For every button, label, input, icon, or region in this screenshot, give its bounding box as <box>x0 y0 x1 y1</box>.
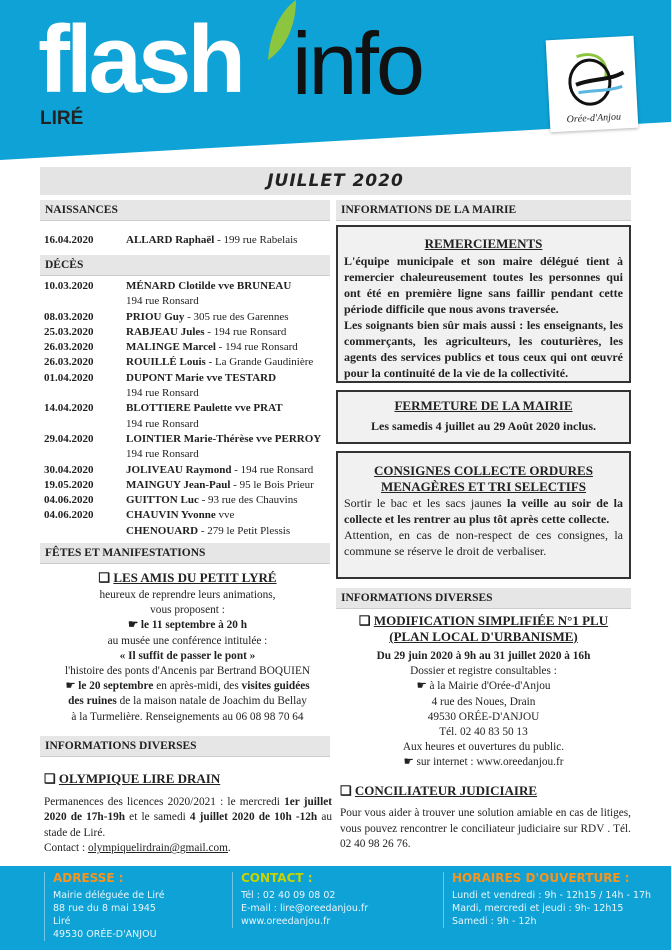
naissances-list <box>44 233 334 248</box>
text-line: Tél. 02 40 83 50 13 <box>439 725 528 738</box>
name: BLOTTIERE Paulette vve PRAT <box>126 402 283 415</box>
issue-month: JUILLET 2020 <box>40 167 631 195</box>
list-item <box>44 325 336 340</box>
name: ALLARD Raphaël <box>126 234 215 246</box>
list-item <box>44 294 336 309</box>
text-line: à la Turmelière. Renseignements au 06 08 98 70 64 <box>71 710 304 723</box>
infos-diverses-header-right: INFORMATIONS DIVERSES <box>336 588 631 609</box>
plu-dates: Du 29 juin 2020 à 9h au 31 juillet 2020 à 16h <box>376 650 591 662</box>
event-date: le 11 septembre à 20 h <box>140 619 248 632</box>
date: 26.03.2020 <box>44 356 94 369</box>
date: 08.03.2020 <box>44 310 94 323</box>
list-item <box>44 371 336 386</box>
list-item <box>44 447 336 462</box>
list-item <box>44 355 336 370</box>
footer <box>0 866 671 950</box>
date: 10.03.2020 <box>44 280 94 292</box>
address: - 194 rue Ronsard <box>231 463 314 476</box>
list-item <box>44 478 336 493</box>
text: 4 juillet 2020 de 10h -12h <box>189 811 318 824</box>
infos-diverses-header-left: INFORMATIONS DIVERSES <box>40 736 330 757</box>
text-line: heureux de reprendre leurs animations, <box>99 589 276 601</box>
name: ROUILLÉ Louis <box>126 356 206 369</box>
conciliateur-text: Pour vous aider à trouver une solution amiable en cas de litiges, vous pouvez rencontrer le conciliateur judiciaire sur RDV . Tél. 02 40 98 26 76. <box>340 807 631 851</box>
address: vve <box>215 509 235 522</box>
date: 14.04.2020 <box>44 402 94 415</box>
address: 194 rue Ronsard <box>126 387 199 400</box>
checkbox-icon: ❑ <box>98 570 114 585</box>
olympique-title: OLYMPIQUE LIRE DRAIN <box>58 771 221 786</box>
website-link[interactable]: sur internet : www.oreedanjou.fr <box>416 756 564 769</box>
list-item <box>44 279 336 294</box>
plu-section <box>336 613 631 771</box>
conference-title: « Il suffit de passer le pont » <box>119 649 256 662</box>
consignes-title: MENAGÈRES ET TRI SELECTIFS <box>380 479 587 494</box>
address: - 199 rue Rabelais <box>214 234 298 246</box>
logo-text: Orée-d'Anjou <box>566 111 622 126</box>
checkbox-icon: ❑ <box>358 613 374 628</box>
text-line: vous proposent : <box>150 604 225 617</box>
text-line: Lundi et vendredi : 9h - 12h15 / 14h - 17h <box>452 890 652 901</box>
checkbox-icon: ❑ <box>44 771 59 786</box>
remerciements-title: REMERCIEMENTS <box>424 236 543 251</box>
name: CHAUVIN Yvonne <box>126 509 216 522</box>
email-link[interactable]: E-mail : lire@oreedanjou.fr <box>241 903 369 914</box>
text-line: 4 rue des Noues, Drain <box>431 695 536 708</box>
name: MÉNARD Clotilde vve BRUNEAU <box>126 280 292 292</box>
date <box>44 417 126 432</box>
text-line: Liré <box>53 916 71 927</box>
conciliateur-section <box>340 783 631 853</box>
logo-emblem-icon <box>546 36 638 111</box>
name: MAINGUY Jean-Paul <box>126 478 231 491</box>
date: 04.06.2020 <box>44 509 94 522</box>
phone: Tél : 02 40 09 08 02 <box>241 890 336 901</box>
text-line: Samedi : 9h - 12h <box>452 916 537 927</box>
text: de la maison natale de Joachim du Bellay <box>116 695 307 708</box>
text-line: au musée une conférence intitulée : <box>107 634 268 647</box>
adresse-title: ADRESSE : <box>53 871 124 885</box>
fetes-header: FÊTES ET MANIFESTATIONS <box>40 543 330 564</box>
address: - La Grande Gaudinière <box>205 356 314 369</box>
date: 30.04.2020 <box>44 463 94 476</box>
name: GUITTON Luc <box>126 494 199 507</box>
text-line: Aux heures et ouvertures du public. <box>402 741 565 754</box>
name: RABJEAU Jules <box>126 325 205 338</box>
amis-section <box>40 568 335 725</box>
text-line: Mardi, mercredi et jeudi : 9h- 12h15 <box>452 903 624 914</box>
date: 16.04.2020 <box>44 234 94 246</box>
consignes-title: CONSIGNES COLLECTE ORDURES <box>374 463 593 478</box>
text: Sortir le bac et les sacs jaunes <box>344 496 507 510</box>
date <box>44 524 126 539</box>
footer-contact <box>232 872 368 928</box>
address: - 305 rue des Garennes <box>184 310 289 323</box>
date: 01.04.2020 <box>44 371 94 384</box>
name: JOLIVEAU Raymond <box>126 463 232 476</box>
info-title: info <box>292 14 422 113</box>
pointing-hand-icon: ☛ <box>65 680 79 693</box>
list-item <box>44 340 336 355</box>
address: 194 rue Ronsard <box>126 417 199 430</box>
list-item <box>44 524 336 539</box>
list-item <box>44 508 336 523</box>
address: - 194 rue Ronsard <box>215 341 298 354</box>
list-item <box>44 463 336 478</box>
date: 04.06.2020 <box>44 494 94 507</box>
text-line: l'histoire des ponts d'Ancenis par Bertrand BOQUIEN <box>64 664 311 677</box>
list-item <box>44 493 336 508</box>
email-link[interactable]: olympiquelirdrain@gmail.com <box>87 842 228 855</box>
list-item <box>44 310 336 325</box>
conciliateur-title: CONCILIATEUR JUDICIAIRE <box>354 783 538 798</box>
naissances-header: NAISSANCES <box>40 200 330 221</box>
date: 26.03.2020 <box>44 341 94 354</box>
text: au stade de Liré. <box>44 811 332 839</box>
plu-title: MODIFICATION SIMPLIFIÉE N°1 PLU <box>373 613 609 628</box>
address: - 93 rue des Chauvins <box>198 494 298 507</box>
date: 19.05.2020 <box>44 478 94 491</box>
date: 29.04.2020 <box>44 432 94 445</box>
name: MALINGE Marcel <box>126 341 216 354</box>
footer-horaires <box>443 872 651 928</box>
website-link[interactable]: www.oreedanjou.fr <box>241 916 331 927</box>
list-item <box>44 432 336 447</box>
address: 194 rue Ronsard <box>126 295 199 308</box>
remerciements-text: L'équipe municipale et son maire délégué tient à remercier chaleureusement toutes les personnes qui ont été en première ligne sans faillir pendant cette période difficile que nous avons traversée. <box>344 254 623 316</box>
contact-title: CONTACT : <box>241 871 313 885</box>
oree-anjou-logo <box>546 36 639 132</box>
name: PRIOU Guy <box>126 310 185 323</box>
footer-adresse <box>44 872 165 941</box>
fermeture-box <box>336 390 631 444</box>
text: en après-midi, des <box>153 680 242 693</box>
text-line: à la Mairie d'Orée-d'Anjou <box>429 680 551 693</box>
text: visites guidées <box>241 680 310 693</box>
text: la veille au soir de la collecte et les rentrer au plus tôt après cette collecte. <box>344 496 623 526</box>
text: 1er juillet 2020 de 17h-19h <box>44 796 332 824</box>
town-name: LIRÉ <box>40 108 84 129</box>
mairie-header: INFORMATIONS DE LA MAIRIE <box>336 200 631 221</box>
fermeture-text: Les samedis 4 juillet au 29 Août 2020 inclus. <box>370 419 597 433</box>
olympique-section: ❑ OLYMPIQUE LIRE DRAIN Permanences des licences 2020/2021 : le mercredi 1er juillet 2020 de 17h-19h et le samedi 4 juillet 2020 de 10h -12h au stade de Liré. Contact : olympiquelirdrain@gmail.com. <box>44 771 332 855</box>
list-item <box>44 386 336 401</box>
event-date: le 20 septembre <box>78 680 154 693</box>
text-line: 49530 ORÉE-D'ANJOU <box>427 710 540 723</box>
horaires-title: HORAIRES D'OUVERTURE : <box>452 871 630 885</box>
date <box>44 386 126 401</box>
address: 194 rue Ronsard <box>126 448 199 461</box>
deces-list <box>44 279 336 539</box>
deces-header: DÉCÈS <box>40 255 330 276</box>
address: - 194 rue Ronsard <box>204 325 287 338</box>
text: Permanences des licences 2020/2021 : le mercredi <box>44 796 285 808</box>
checkbox-icon: ❑ <box>340 783 355 798</box>
text: et le samedi <box>125 811 190 824</box>
pointing-hand-icon: ☛ <box>403 756 417 769</box>
text: Attention, en cas de non-respect de ces consignes, la commune se réserve le droit de verbaliser. <box>344 528 623 558</box>
date <box>44 294 126 309</box>
consignes-box <box>336 451 631 579</box>
remerciements-box <box>336 225 631 383</box>
plu-subtitle: (PLAN LOCAL D'URBANISME) <box>389 629 578 644</box>
text: des ruines <box>68 695 117 708</box>
flash-title: flash <box>38 6 243 113</box>
contact-label: Contact : <box>44 842 88 855</box>
list-item <box>44 401 336 416</box>
pointing-hand-icon: ☛ <box>127 619 141 632</box>
fermeture-title: FERMETURE DE LA MAIRIE <box>394 398 573 413</box>
date <box>44 447 126 462</box>
name: CHENOUARD <box>126 524 199 537</box>
text-line: 88 rue du 8 mai 1945 <box>53 903 156 914</box>
text-line: Dossier et registre consultables : <box>410 665 557 678</box>
pointing-hand-icon: ☛ <box>416 680 430 693</box>
text-line: Mairie déléguée de Liré <box>53 890 165 901</box>
list-item <box>44 417 336 432</box>
list-item <box>44 233 334 248</box>
address: - 279 le Petit Plessis <box>198 524 291 537</box>
masthead <box>0 0 671 160</box>
remerciements-text: Les soignants bien sûr mais aussi : les enseignants, les commerçants, les agriculteurs, les couturières, les agents des services publics et tous ceux qui ont œuvré pour la continuité de la vie de la collectivité. <box>344 318 623 380</box>
date: 25.03.2020 <box>44 325 94 338</box>
name: DUPONT Marie vve TESTARD <box>126 371 277 384</box>
name: LOINTIER Marie-Thérèse vve PERROY <box>126 432 322 445</box>
address: - 95 le Bois Prieur <box>230 478 314 491</box>
amis-title: LES AMIS DU PETIT LYRÉ <box>113 570 277 585</box>
text-line: 49530 ORÉE-D'ANJOU <box>53 929 157 940</box>
